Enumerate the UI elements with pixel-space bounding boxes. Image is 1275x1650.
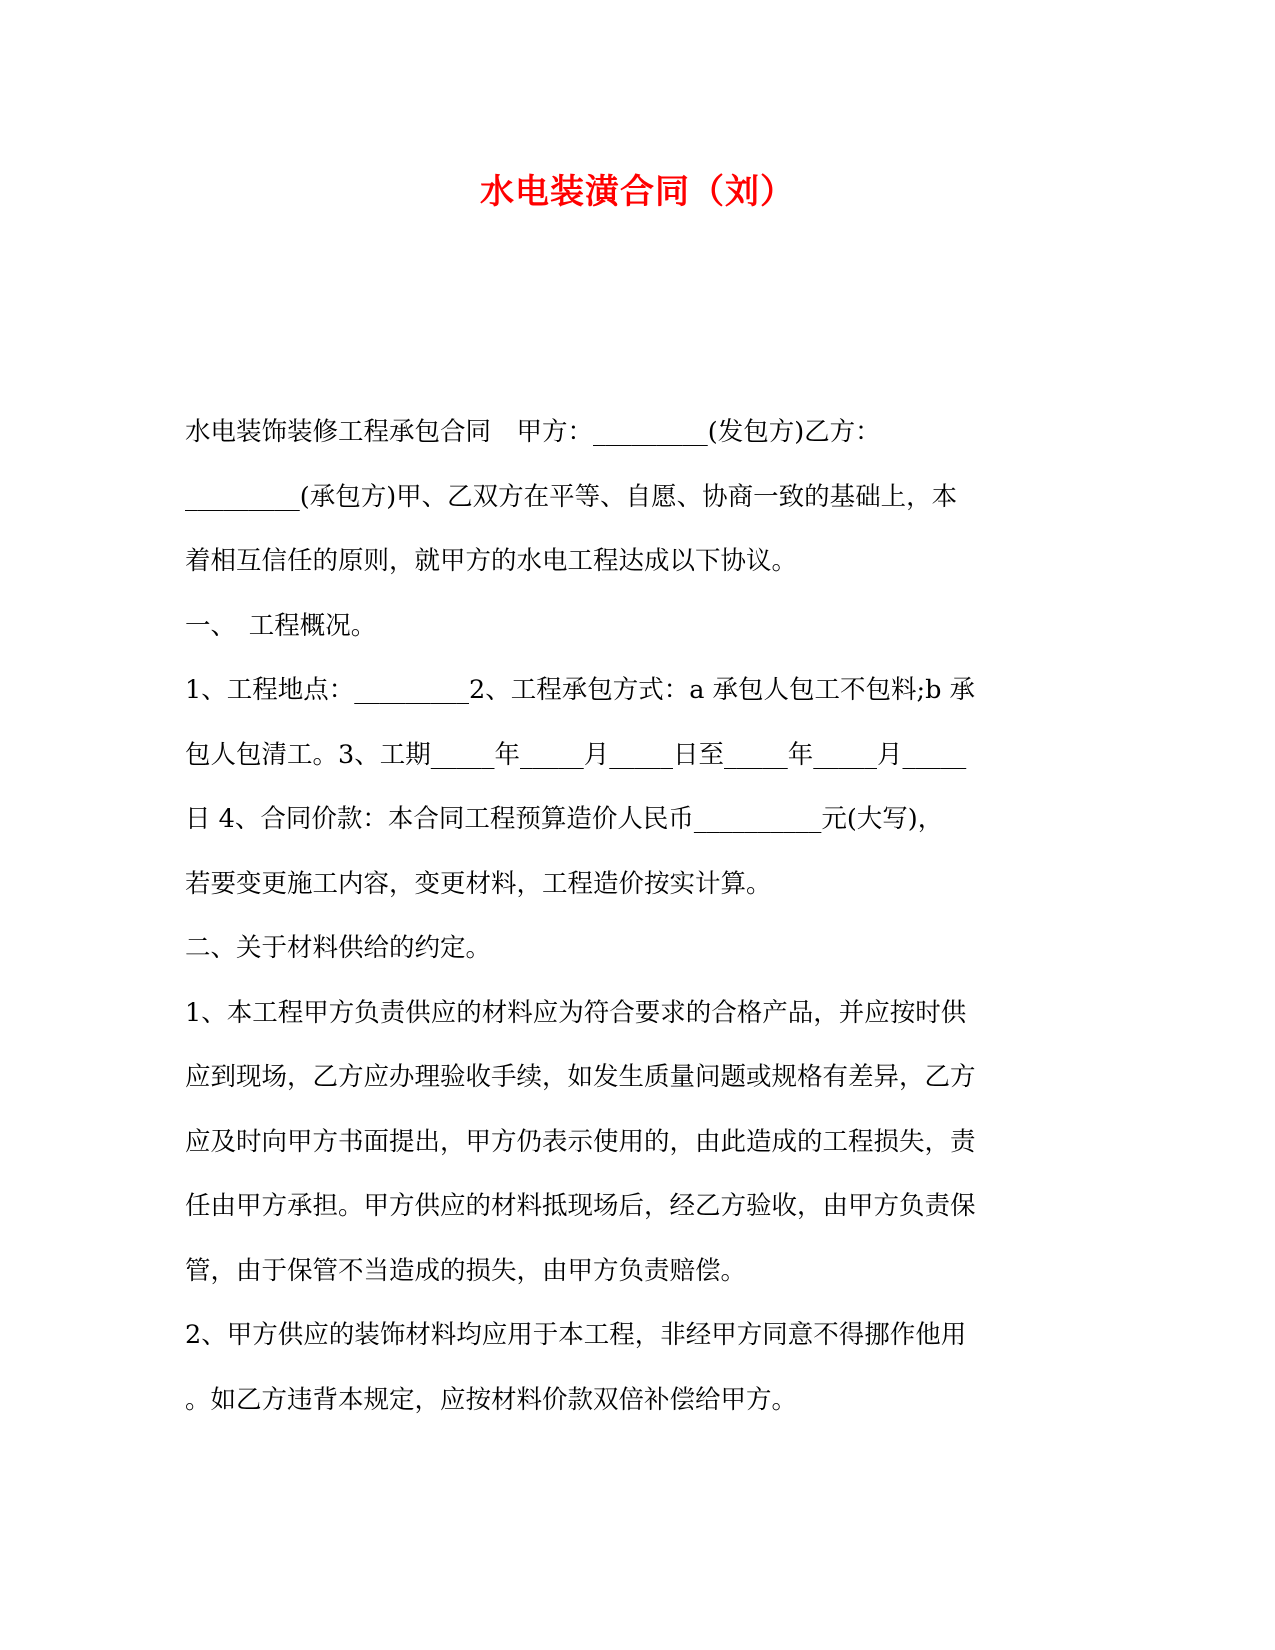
body-line-15: 2、甲方供应的装饰材料均应用于本工程，非经甲方同意不得挪作他用: [185, 1320, 967, 1350]
body-line-3: 着相互信任的原则，就甲方的水电工程达成以下协议。: [185, 546, 798, 576]
body-line-12: 应及时向甲方书面提出，甲方仍表示使用的，由此造成的工程损失，责: [185, 1126, 976, 1157]
body-line-14: 管，由于保管不当造成的损失，由甲方负责赔偿。: [185, 1255, 747, 1286]
document-title: 水电装潢合同（刘）: [480, 172, 795, 212]
body-line-7: 日 4、合同价款：本合同工程预算造价人民币__________元(大写)，: [185, 804, 944, 834]
body-line-1: 水电装饰装修工程承包合同 甲方：_________(发包方)乙方：: [185, 417, 881, 447]
body-line-10: 1、本工程甲方负责供应的材料应为符合要求的合格产品，并应按时供: [185, 997, 967, 1028]
body-line-6: 包人包清工。3、工期_____年_____月_____日至_____年_____月_____: [185, 739, 967, 770]
body-line-2: _________(承包方)甲、乙双方在平等、自愿、协商一致的基础上，本: [185, 481, 958, 512]
body-line-5: 1、工程地点：_________2、工程承包方式：a 承包人包工不包料;b 承: [185, 675, 976, 705]
body-line-16: 。如乙方违背本规定，应按材料价款双倍补偿给甲方。: [185, 1384, 798, 1415]
body-line-11: 应到现场，乙方应办理验收手续，如发生质量问题或规格有差异，乙方: [185, 1062, 976, 1092]
body-line-13: 任由甲方承担。甲方供应的材料抵现场后，经乙方验收，由甲方负责保: [185, 1191, 976, 1221]
section-heading-2: 二、关于材料供给的约定。: [185, 933, 492, 963]
document-body: [185, 412, 1090, 1444]
body-line-8: 若要变更施工内容，变更材料，工程造价按实计算。: [185, 868, 772, 899]
section-heading-1: 一、 工程概况。: [185, 610, 377, 641]
